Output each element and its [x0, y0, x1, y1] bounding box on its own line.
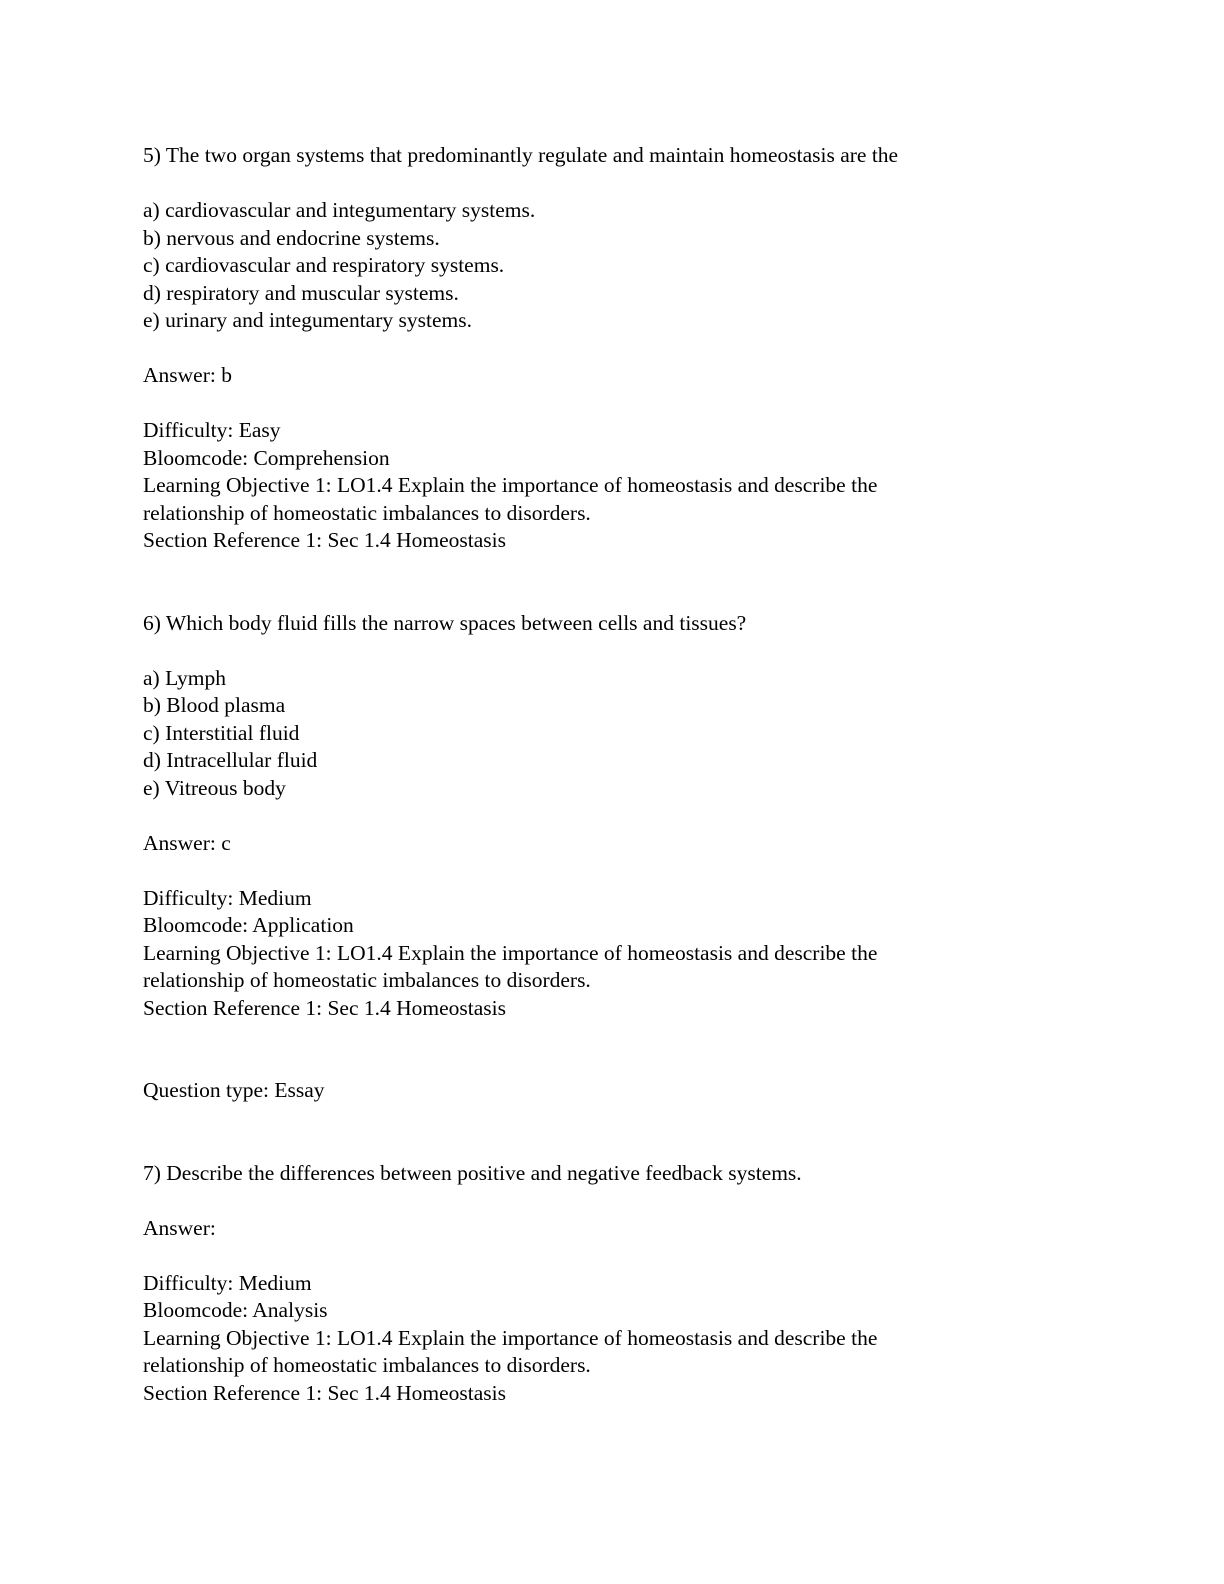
spacer: [143, 1132, 1023, 1160]
spacer: [143, 1105, 1023, 1133]
q5-option-b: b) nervous and endocrine systems.: [143, 225, 440, 250]
spacer: [143, 555, 1023, 583]
spacer: [143, 582, 1023, 610]
q5-question: 5) The two organ systems that predominantly regulate and maintain homeostasis are the: [143, 143, 899, 167]
q6-section-reference: Section Reference 1: Sec 1.4 Homeostasis: [143, 995, 507, 1020]
spacer: [143, 802, 1023, 830]
q5-learning-objective-cont: relationship of homeostatic imbalances to disorders.: [143, 500, 591, 525]
q5-difficulty: Difficulty: Easy: [143, 418, 281, 442]
spacer: [143, 1022, 1023, 1050]
spacer: [143, 637, 1023, 665]
q5-option-d: d) respiratory and muscular systems.: [143, 280, 459, 305]
q6-learning-objective: Learning Objective 1: LO1.4 Explain the importance of homeostasis and describe the: [143, 940, 878, 965]
q7-difficulty: Difficulty: Medium: [143, 1270, 312, 1295]
q7-learning-objective-cont: relationship of homeostatic imbalances to disorders.: [143, 1353, 591, 1377]
q5-option-e: e) urinary and integumentary systems.: [143, 308, 472, 332]
q5-option-a: a) cardiovascular and integumentary systems.: [143, 198, 536, 222]
q6-option-e: e) Vitreous body: [143, 775, 286, 800]
q5-section-reference: Section Reference 1: Sec 1.4 Homeostasis: [143, 528, 507, 552]
spacer: [143, 1187, 1023, 1215]
q5-answer: Answer: b: [143, 363, 232, 387]
q6-learning-objective-cont: relationship of homeostatic imbalances to disorders.: [143, 968, 591, 992]
spacer: [143, 1050, 1023, 1078]
q6-option-a: a) Lymph: [143, 665, 226, 690]
spacer: [143, 390, 1023, 418]
spacer: [143, 1242, 1023, 1270]
q6-answer: Answer: c: [143, 830, 231, 855]
q5-bloomcode: Bloomcode: Comprehension: [143, 445, 390, 470]
q7-question: 7) Describe the differences between positive and negative feedback systems.: [143, 1160, 802, 1185]
q6-difficulty: Difficulty: Medium: [143, 885, 312, 910]
q6-option-c: c) Interstitial fluid: [143, 720, 300, 745]
q6-option-b: b) Blood plasma: [143, 693, 286, 717]
spacer: [143, 857, 1023, 885]
question-type-heading: Question type: Essay: [143, 1078, 325, 1102]
q7-section-reference: Section Reference 1: Sec 1.4 Homeostasis: [143, 1380, 507, 1405]
spacer: [143, 170, 1023, 198]
q5-option-c: c) cardiovascular and respiratory systems.: [143, 253, 505, 277]
document-page: [143, 142, 1023, 1407]
q5-learning-objective: Learning Objective 1: LO1.4 Explain the importance of homeostasis and describe the: [143, 473, 878, 497]
q6-option-d: d) Intracellular fluid: [143, 748, 318, 772]
q6-question: 6) Which body fluid fills the narrow spaces between cells and tissues?: [143, 610, 747, 635]
q6-bloomcode: Bloomcode: Application: [143, 913, 354, 937]
q7-bloomcode: Bloomcode: Analysis: [143, 1298, 328, 1322]
spacer: [143, 335, 1023, 363]
q7-learning-objective: Learning Objective 1: LO1.4 Explain the importance of homeostasis and describe the: [143, 1325, 878, 1350]
q7-answer: Answer:: [143, 1215, 216, 1240]
